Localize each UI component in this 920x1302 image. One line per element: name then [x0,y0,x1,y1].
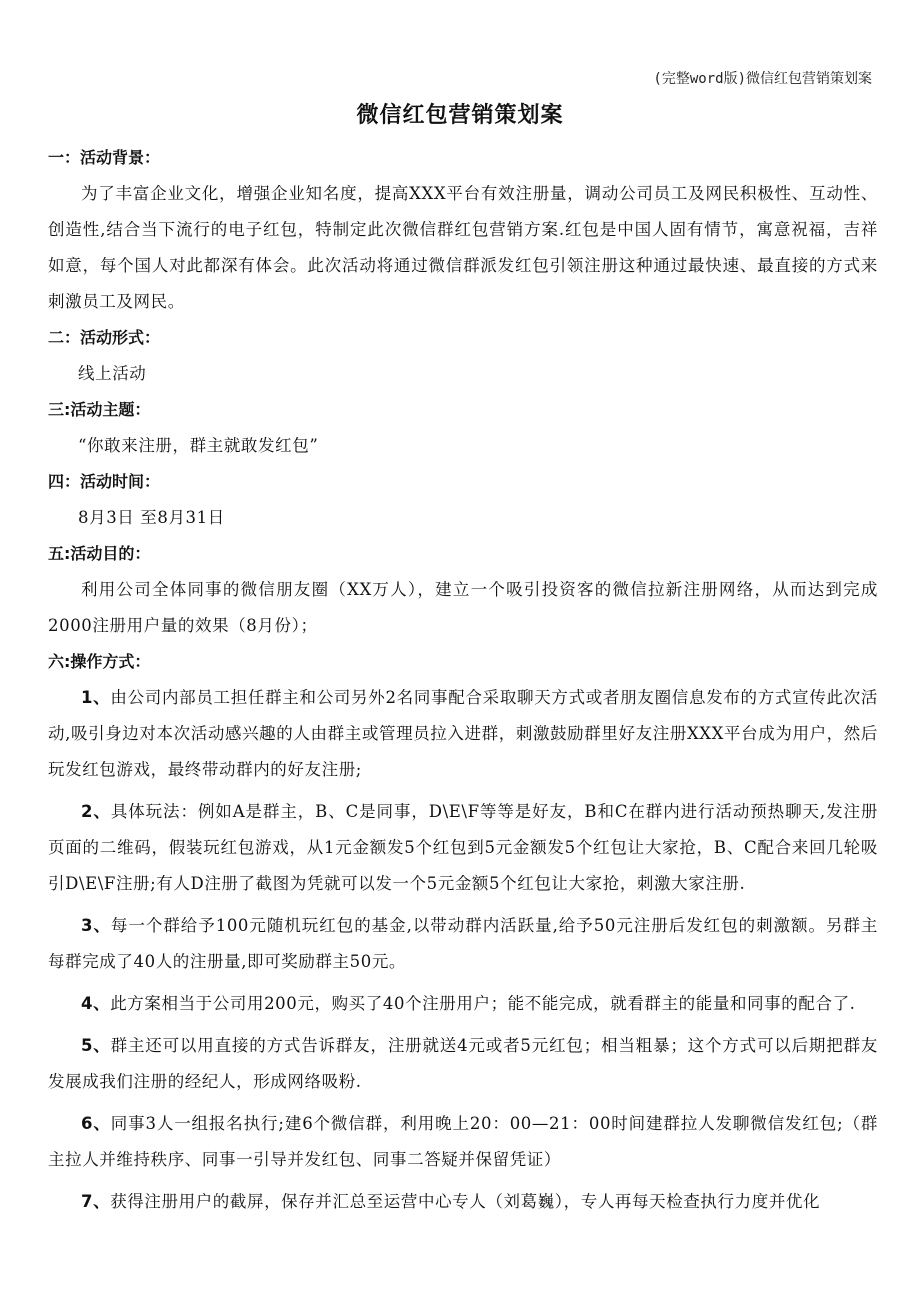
operation-step-5 [48,1028,878,1106]
step-number: 7、 [81,1192,111,1211]
section-body-theme: “你敢来注册，群主就敢发红包” [78,436,319,455]
operation-step-3 [48,908,878,986]
document-title: 微信红包营销策划案 [356,103,564,128]
section-body-purpose: 利用公司全体同事的微信朋友圈（XX万人），建立一个吸引投资客的微信拉新注册网络，从而达到完成2000注册用户量的效果（8月份）； [48,580,878,635]
document-body [48,140,878,1226]
step-text: 同事3人一组报名执行;建6个微信群，利用晚上20：00—21：00时间建群拉人发聊微信发红包;（群主拉人并维持秩序、同事一引导并发红包、同事二答疑并保留凭证） [48,1114,878,1169]
step-number: 2、 [81,802,111,821]
step-text: 此方案相当于公司用200元，购买了40个注册用户；能不能完成，就看群主的能量和同事的配合了. [110,994,856,1013]
section-heading-purpose: 五:活动目的： [48,544,151,563]
operation-step-2 [48,794,878,908]
section-heading-form: 二：活动形式： [48,328,161,347]
step-number: 6、 [81,1114,111,1133]
step-text: 群主还可以用直接的方式告诉群友，注册就送4元或者5元红包；相当粗暴；这个方式可以后期把群友发展成我们注册的经纪人，形成网络吸粉. [48,1036,878,1091]
step-text: 每一个群给予100元随机玩红包的基金,以带动群内活跃量,给予50元注册后发红包的刺激额。另群主每群完成了40人的注册量,即可奖励群主50元。 [48,916,878,971]
section-heading-time: 四：活动时间： [48,472,161,491]
section-body-time: 8月3日 至8月31日 [78,508,225,527]
operation-step-7 [48,1184,878,1226]
operation-step-6 [48,1106,878,1184]
section-body-background: 为了丰富企业文化，增强企业知名度，提高XXX平台有效注册量，调动公司员工及网民积极性、互动性、创造性,结合当下流行的电子红包，特制定此次微信群红包营销方案.红包是中国人固有情节，寓意祝福，吉祥如意，每个国人对此都深有体会。此次活动将通过微信群派发红包引领注册这种通过最快速、最直接的方式来刺激员工及网民。 [48,184,878,311]
operation-step-1 [48,680,878,794]
step-text: 由公司内部员工担任群主和公司另外2名同事配合采取聊天方式或者朋友圈信息发布的方式宣传此次活动,吸引身边对本次活动感兴趣的人由群主或管理员拉入进群，刺激鼓励群里好友注册XXX平台成为用户，然后玩发红包游戏，最终带动群内的好友注册; [48,688,878,779]
step-number: 3、 [81,916,111,935]
step-number: 5、 [81,1036,111,1055]
step-number: 1、 [81,688,111,707]
section-heading-background: 一：活动背景： [48,148,161,167]
section-heading-operation: 六:操作方式： [48,652,151,671]
step-number: 4、 [81,994,111,1013]
section-heading-theme: 三:活动主题： [48,400,151,419]
section-body-form: 线上活动 [78,364,147,383]
operation-step-4 [48,986,878,1028]
running-header: (完整word版)微信红包营销策划案 [653,71,872,87]
step-text: 具体玩法：例如A是群主，B、C是同事，D\E\F等等是好友，B和C在群内进行活动预热聊天,发注册页面的二维码，假装玩红包游戏，从1元金额发5个红包到5元金额发5个红包让大家抢，B、C配合来回几轮吸引D\E\F注册;有人D注册了截图为凭就可以发一个5元金额5个红包让大家抢，刺激大家注册. [48,802,878,893]
step-text: 获得注册用户的截屏，保存并汇总至运营中心专人（刘葛巍），专人再每天检查执行力度并优化 [110,1192,821,1211]
